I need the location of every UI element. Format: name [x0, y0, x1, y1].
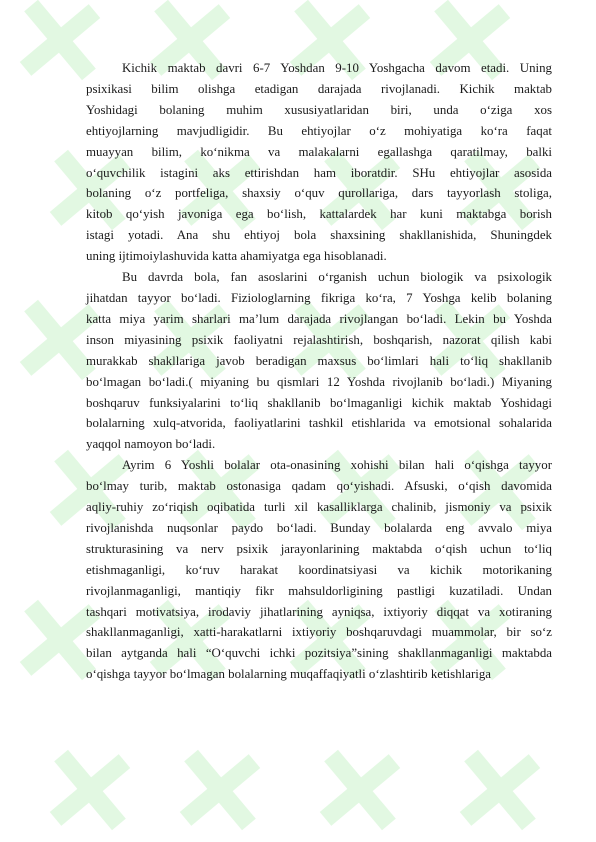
text-line: yaqqol namoyon bo‘ladi.	[86, 437, 216, 452]
text-line: aqliy-ruhiy zo‘riqish oqibatida turli xil kasalliklarga chalinib, jismoniy va psixik	[86, 500, 552, 515]
text-line: boshqaruv funksiyalarini to‘liq shakllanib bo‘lmaganligi kichik maktab Yoshidagi	[86, 395, 552, 410]
text-line: uning ijtimoiylashuvida katta ahamiyatga ega hisoblanadi.	[86, 249, 387, 264]
text-line: bolaning o‘z portfeliga, shaxsiy o‘quv qurollariga, dars tayyorlash stoliga,	[86, 186, 552, 201]
text-line: rivojlanmaganligi, mantiqiy fikr mahsuldorligining pastligi kuzatiladi. Undan	[86, 583, 552, 598]
text-line: bilan aytganda hali “O‘quvchi ichki pozitsiya”sining shakllanmaganligi maktabda	[86, 646, 552, 661]
watermark-mark	[437, 727, 564, 842]
text-line: rivojlanishda nuqsonlar paydo bo‘ladi. Bunday bolalarda eng avvalo miya	[86, 520, 552, 535]
text-line: Bu davrda bola, fan asoslarini o‘rganish uchun biologik va psixologik	[122, 270, 552, 285]
text-line: strukturasining va nerv psixik jarayonlarining maktabda o‘qish uchun to‘liq	[86, 541, 552, 556]
text-line: etishmaganligi, ko‘ruv harakat koordinatsiyasi va kichik motorikaning	[86, 562, 552, 577]
text-line: o‘qishga tayyor bo‘lmagan bolalarning muqaffaqiyatli o‘zlashtirib ketishlariga	[86, 667, 491, 682]
text-line: Kichik maktab davri 6-7 Yoshdan 9-10 Yoshgacha davom etadi. Uning	[122, 61, 552, 75]
text-line: bo‘lmagan bo‘ladi.( miyaning bu qismlari 12 Yoshda rivojlanib bo‘ladi.) Miyaning	[86, 374, 552, 389]
text-line: istagi yotadi. Ana shu ehtiyoj bola shaxsining shakllanishida, Shuningdek	[86, 228, 552, 243]
paragraph	[86, 455, 552, 685]
text-line: jihatdan tayyor bo‘ladi. Fiziologlarning fikriga ko‘ra, 7 Yoshga kelib bolaning	[86, 290, 552, 305]
text-line: kitob qo‘yish javoniga ega bo‘lish, kattalardek har kuni maktabga borish	[86, 207, 552, 222]
paragraph	[86, 58, 552, 267]
text-line: katta miya yarim sharlari ma’lum darajada rivojlangan bo‘ladi. Lekin bu Yoshda	[86, 311, 552, 326]
watermark-mark	[157, 727, 284, 842]
text-line: o‘quvchilik istagini aks ettirishdan ham iboratdir. SHu ehtiyojlar asosida	[86, 165, 552, 180]
document-body	[86, 58, 552, 685]
text-line: bolalarning xulq-atvorida, faoliyatlarini tashkil etishlarida va emotsional sohalarida	[86, 416, 552, 431]
text-line: psixikasi bilim olishga etadigan darajada rivojlanadi. Kichik maktab	[86, 81, 552, 96]
watermark-mark	[297, 727, 424, 842]
watermark-mark	[27, 727, 154, 842]
text-line: shakllanmaganligi, xatti-harakatlarni ixtiyoriy boshqaruvdagi muammolar, bir so‘z	[86, 625, 552, 640]
text-line: tashqari motivatsiya, irodaviy jihatlarining ayniqsa, ixtiyoriy diqqat va xotiraning	[86, 604, 552, 619]
text-line: bo‘lmay turib, maktab ostonasiga qadam qo‘yishadi. Afsuski, o‘qish davomida	[86, 479, 552, 494]
text-line: Ayrim 6 Yoshli bolalar ota-onasining xohishi bilan hali o‘qishga tayyor	[122, 458, 552, 473]
text-line: ehtiyojlarning mavjudligidir. Bu ehtiyojlar o‘z mohiyatiga ko‘ra faqat	[86, 123, 552, 138]
text-line: muayyan bilim, ko‘nikma va malakalarni egallashga qaratilmay, balki	[86, 144, 552, 159]
text-line: Yoshidagi bolaning muhim xususiyatlaridan biri, unda o‘ziga xos	[86, 102, 552, 117]
paragraph	[86, 267, 552, 455]
text-line: inson miyasining psixik faoliyatni rejalashtirish, boshqarish, nazorat qilish kabi	[86, 332, 552, 347]
text-line: murakkab shakllariga javob beradigan maxsus bo‘limlari hali to‘liq shakllanib	[86, 353, 552, 368]
